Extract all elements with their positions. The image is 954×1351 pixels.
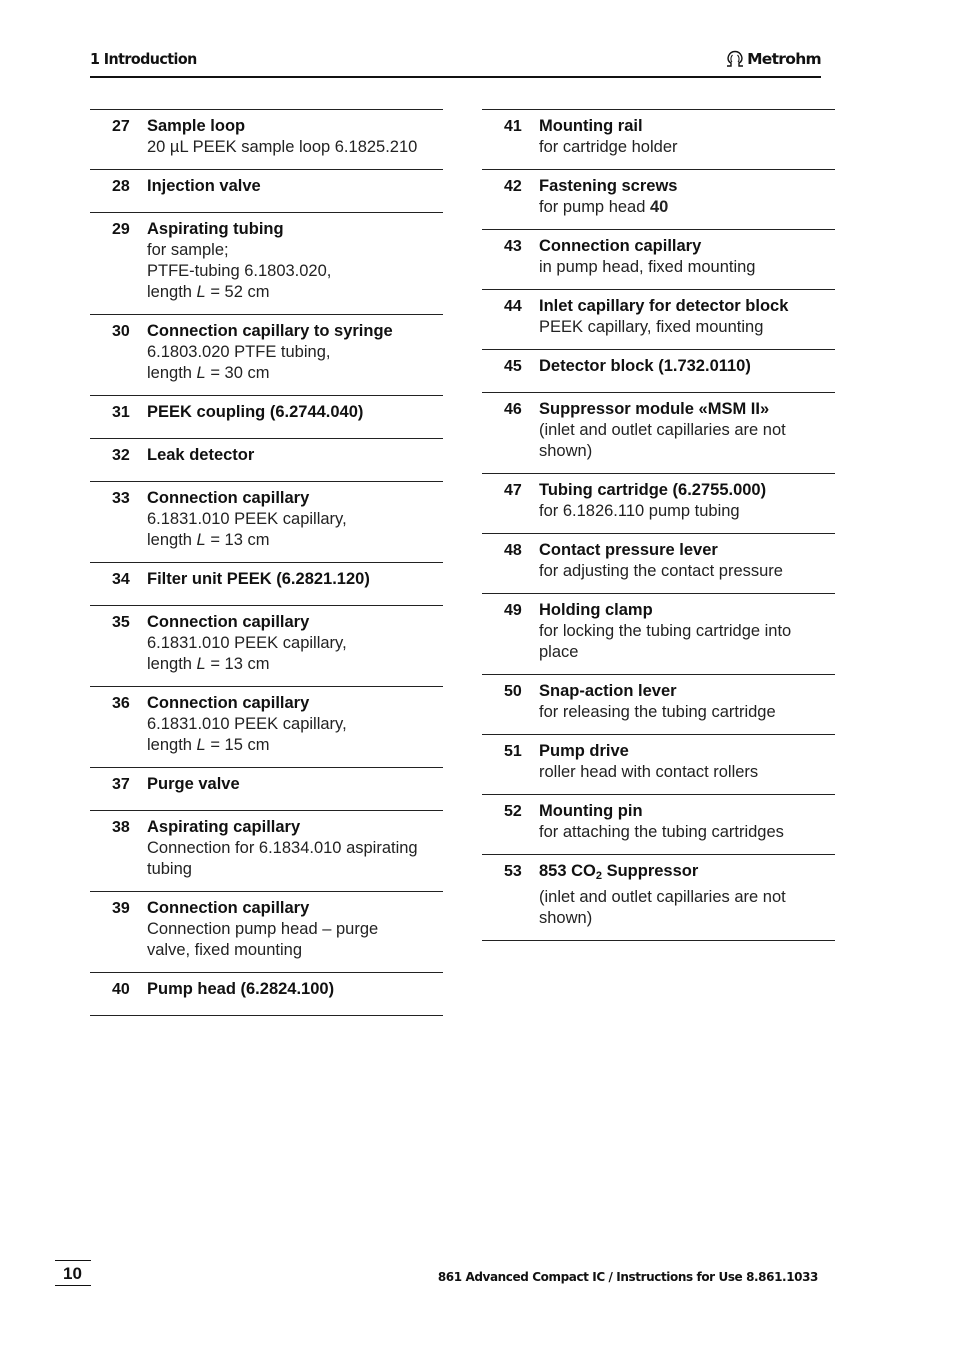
item-description [147,838,443,880]
item-description-text: in pump head, fixed mounting [539,258,756,276]
item-title [147,321,443,342]
item-number: 31 [112,404,130,421]
item-description-text: for pump head [539,198,650,216]
item-body [147,569,443,590]
item-title [539,399,835,420]
item-title [539,681,835,702]
item-title-text: Purge valve [147,775,240,793]
item-description-text: 6.1831.010 PEEK capillary, [147,715,347,733]
item-title-text: Filter unit PEEK (6.2821.120) [147,570,370,588]
item-title-text: Snap-action lever [539,682,677,700]
item-title-text: Mounting rail [539,117,643,135]
item-body [147,488,443,551]
item-description-text: Connection for 6.1834.010 aspirating tubing [147,839,418,878]
section-title: 1 Introduction [90,50,197,68]
item-title [539,116,835,137]
legend-item [90,212,443,314]
legend-item [90,767,443,810]
item-title [147,176,443,197]
item-description-text: (inlet and outlet capillaries are not shown) [539,888,786,927]
item-title [539,540,835,561]
page-number: 10 [55,1260,91,1286]
legend-item [482,734,835,794]
item-title-text: Pump head (6.2824.100) [147,980,335,998]
item-body [147,116,443,158]
item-title-text: Connection capillary [147,489,310,507]
item-body [539,116,835,158]
item-number: 47 [504,482,522,499]
item-number: 43 [504,238,522,255]
legend-item [482,794,835,854]
item-number: 53 [504,863,522,880]
item-number: 39 [112,900,130,917]
length-variable: L [196,283,206,301]
item-title-text: Contact pressure lever [539,541,718,559]
length-variable: L [196,364,206,382]
item-number: 30 [112,323,130,340]
item-title-text: Connection capillary to syringe [147,322,393,340]
item-description [539,197,835,218]
item-description [539,257,835,278]
legend-item [90,891,443,972]
item-title-text: Connection capillary [147,613,310,631]
item-title [539,296,835,317]
item-body [539,540,835,582]
item-title-text: Aspirating tubing [147,220,284,238]
item-title [147,402,443,423]
length-label: length [147,283,197,301]
item-title-text: Injection valve [147,177,261,195]
item-number: 45 [504,358,522,375]
length-value: = 15 cm [205,736,270,754]
item-title-text: Leak detector [147,446,255,464]
item-title-text: Fastening screws [539,177,678,195]
footer-doc-title: 861 Advanced Compact IC / Instructions for Use 8.861.1033 [437,1270,818,1284]
legend-column-right [482,109,835,941]
item-title-text: Detector block (1.732.0110) [539,357,751,375]
item-title-text: Connection capillary [147,899,310,917]
item-description-text: for locking the tubing cartridge into place [539,622,792,661]
item-description-text: 6.1831.010 PEEK capillary, [147,634,347,652]
item-description [147,509,443,551]
length-variable: L [196,736,206,754]
item-description-text: for sample; PTFE-tubing 6.1803.020, [147,241,332,280]
item-title [539,801,835,822]
item-title-subscript: 2 [595,870,602,882]
item-title [539,176,835,197]
item-body [147,445,443,466]
legend-item [482,349,835,392]
item-body [147,612,443,675]
item-title [147,979,443,1000]
item-description [147,633,443,675]
item-number: 37 [112,776,130,793]
legend-item [482,392,835,473]
item-body [147,817,443,880]
item-number: 27 [112,118,130,135]
item-title [539,600,835,621]
item-description [147,240,443,303]
legend-item [482,674,835,734]
item-number: 34 [112,571,130,588]
item-title [539,236,835,257]
item-body [147,321,443,384]
item-number: 44 [504,298,522,315]
legend-item [90,395,443,438]
legend-item [90,605,443,686]
item-title-text: Tubing cartridge (6.2755.000) [539,481,767,499]
item-reference-number: 40 [650,198,669,216]
item-title [147,693,443,714]
length-label: length [147,736,197,754]
legend-column-left [90,109,443,1016]
item-number: 32 [112,447,130,464]
legend-item [482,169,835,229]
item-description [539,561,835,582]
item-description-text: 6.1803.020 PTFE tubing, [147,343,331,361]
item-body [147,898,443,961]
item-number: 29 [112,221,130,238]
item-number: 49 [504,602,522,619]
item-body [539,236,835,278]
omega-logo-icon [724,50,746,68]
item-description [147,137,443,158]
item-body [539,176,835,218]
item-number: 38 [112,819,130,836]
length-value: = 13 cm [205,531,270,549]
page-header [90,50,821,78]
legend-item [482,289,835,349]
item-title-text: Aspirating capillary [147,818,301,836]
item-title [147,488,443,509]
legend-item [90,686,443,767]
legend-item [482,229,835,289]
item-description [539,317,835,338]
item-number: 41 [504,118,522,135]
item-description-text: PEEK capillary, fixed mounting [539,318,764,336]
item-title [147,219,443,240]
item-description [539,420,835,462]
legend-item [482,473,835,533]
item-title [147,898,443,919]
item-description [147,714,443,756]
item-description [539,762,835,783]
item-body [539,399,835,462]
item-body [147,693,443,756]
item-description-text: roller head with contact rollers [539,763,759,781]
item-title [147,817,443,838]
legend-item [90,169,443,212]
item-body [147,219,443,303]
item-title-text: Holding clamp [539,601,653,619]
item-number: 51 [504,743,522,760]
item-title [539,861,835,887]
item-number: 35 [112,614,130,631]
legend-item [482,854,835,941]
item-title-text: Mounting pin [539,802,643,820]
item-description [539,702,835,723]
legend-item [90,314,443,395]
item-title-suffix: Suppressor [602,862,699,880]
length-value: = 13 cm [205,655,270,673]
item-title [539,356,835,377]
item-title-text: Connection capillary [539,237,702,255]
item-number: 46 [504,401,522,418]
item-title [147,445,443,466]
item-title [147,612,443,633]
legend-item [482,533,835,593]
item-title [147,116,443,137]
length-variable: L [196,655,206,673]
item-body [539,741,835,783]
item-title-text: PEEK coupling (6.2744.040) [147,403,364,421]
legend-item [90,481,443,562]
item-title-text: Suppressor module «MSM II» [539,400,770,418]
legend-item [482,593,835,674]
item-number: 40 [112,981,130,998]
item-body [539,681,835,723]
item-number: 36 [112,695,130,712]
item-title-text: Sample loop [147,117,246,135]
item-description-text: for 6.1826.110 pump tubing [539,502,740,520]
item-description [539,137,835,158]
item-description-text: Connection pump head – purge valve, fixed mounting [147,920,379,959]
item-title [539,741,835,762]
item-description-text: for attaching the tubing cartridges [539,823,784,841]
brand-name: Metrohm [747,50,821,68]
item-title [147,569,443,590]
item-body [539,480,835,522]
item-number: 52 [504,803,522,820]
brand [724,50,821,68]
item-description [539,822,835,843]
item-title-text: Inlet capillary for detector block [539,297,789,315]
item-description-text: for adjusting the contact pressure [539,562,783,580]
item-description-text: for cartridge holder [539,138,678,156]
legend-item [90,109,443,169]
item-title [147,774,443,795]
item-title-text: Pump drive [539,742,629,760]
length-value: = 52 cm [205,283,270,301]
item-description [539,887,835,929]
item-title-text: 853 CO [539,862,596,880]
item-title-text: Connection capillary [147,694,310,712]
item-description-text: (inlet and outlet capillaries are not shown) [539,421,786,460]
length-label: length [147,655,197,673]
item-body [539,356,835,377]
item-description [147,342,443,384]
legend-item [90,438,443,481]
item-description [539,621,835,663]
item-body [147,176,443,197]
item-description-text: for releasing the tubing cartridge [539,703,776,721]
item-number: 33 [112,490,130,507]
item-body [147,774,443,795]
item-number: 42 [504,178,522,195]
length-label: length [147,364,197,382]
legend-item [90,972,443,1016]
item-body [539,861,835,929]
item-description-text: 20 µL PEEK sample loop 6.1825.210 [147,138,418,156]
item-description-text: 6.1831.010 PEEK capillary, [147,510,347,528]
item-body [539,296,835,338]
item-description [539,501,835,522]
item-title [539,480,835,501]
item-body [539,600,835,663]
legend-item [482,109,835,169]
legend-item [90,562,443,605]
length-variable: L [196,531,206,549]
item-description [147,919,443,961]
item-body [539,801,835,843]
legend-item [90,810,443,891]
length-value: = 30 cm [205,364,270,382]
item-body [147,402,443,423]
item-number: 50 [504,683,522,700]
item-number: 28 [112,178,130,195]
length-label: length [147,531,197,549]
item-body [147,979,443,1000]
item-number: 48 [504,542,522,559]
